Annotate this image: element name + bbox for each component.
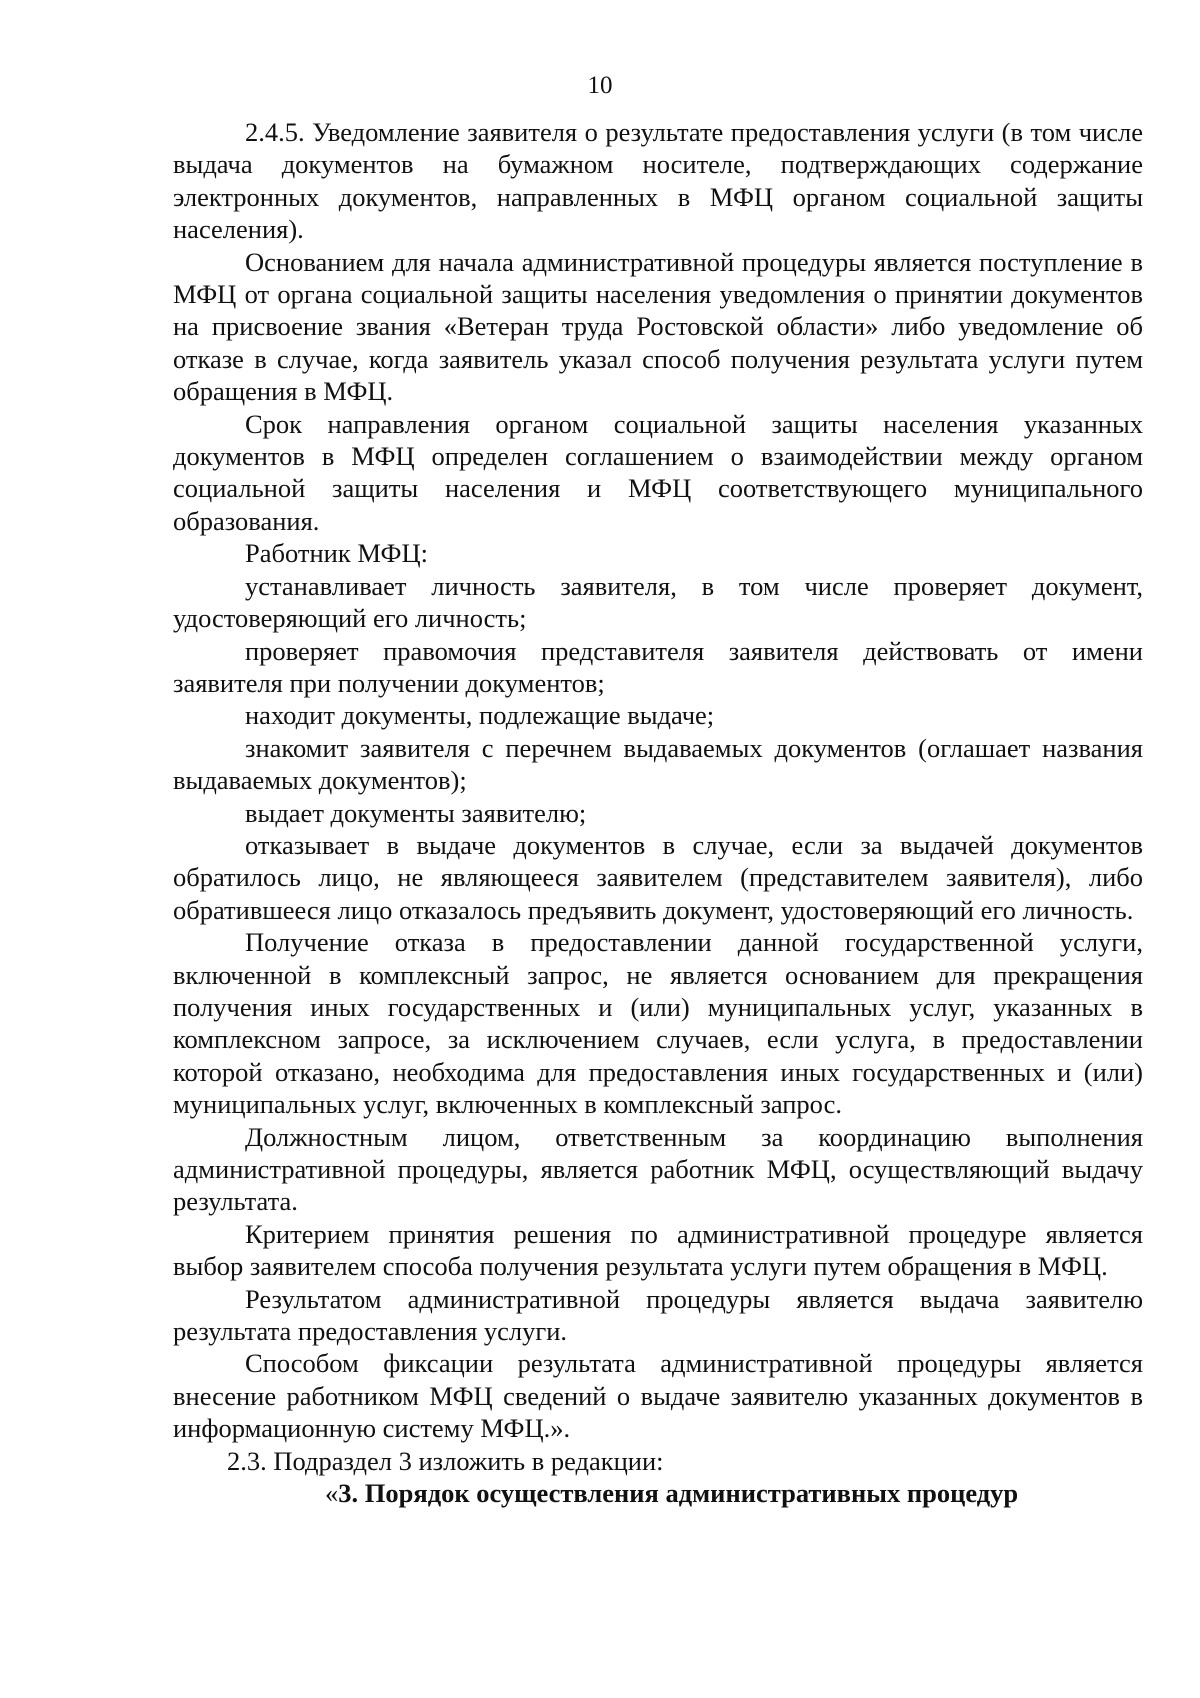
paragraph-2-4-5: 2.4.5. Уведомление заявителя о результате предоставления услуги (в том числе выдача документов на бумажном носителе, подтверждающих содержание электронных документов, направленных в МФЦ органом социальной защиты населения). [173,117,1143,245]
paragraph-identity: устанавливает личность заявителя, в том числе проверяет документ, удостоверяющий его личность; [173,570,1143,634]
paragraph-refuse-issue: отказывает в выдаче документов в случае, если за выдачей документов обратилось лицо, не являющееся заявителем (представителем заявителя), либо обратившееся лицо отказалось предъявить документ, удостоверяющий его личность. [173,829,1143,925]
paragraph-issue-documents: выдает документы заявителю; [245,797,587,828]
paragraph-criterion: Критерием принятия решения по административной процедуре является выбор заявителем способа получения результата услуги путем обращения в МФЦ. [173,1218,1143,1282]
paragraph-complex-request: Получение отказа в предоставлении данной государственной услуги, включенной в комплексный запрос, не является основанием для прекращения получения иных государственных и (или) муниципальных услуг, указанных в комплексном запросе, за исключением случаев, если услуга, в предоставлении которой отказано, необходима для предоставления иных государственных и (или) муниципальных услуг, включенных в комплексный запрос. [173,927,1143,1120]
section-heading [173,1477,1143,1509]
page-number: 10 [587,72,613,99]
paragraph-authority: проверяет правомочия представителя заявителя действовать от имени заявителя при получении документов; [173,635,1143,698]
paragraph-find-documents: находит документы, подлежащие выдаче; [245,700,715,731]
paragraph-worker: Работник МФЦ: [245,538,428,569]
paragraph-list-documents: знакомит заявителя с перечнем выдаваемых документов (оглашает названия выдаваемых документов); [173,732,1143,796]
paragraph-term: Срок направления органом социальной защиты населения указанных документов в МФЦ определен соглашением о взаимодействии между органом социальной защиты населения и МФЦ соответствующего муниципального образования. [173,408,1143,536]
paragraph-2-3: 2.3. Подраздел 3 изложить в редакции: [227,1445,664,1476]
heading-text: 3. Порядок осуществления административных процедур [338,1478,1019,1509]
heading-quote: « [325,1478,339,1509]
paragraph-fixation: Способом фиксации результата административной процедуры является внесение работником МФЦ сведений о выдаче заявителю указанных документов в информационную систему МФЦ.». [173,1348,1143,1444]
document-body [173,116,1143,1509]
paragraph-responsible-official: Должностным лицом, ответственным за координацию выполнения административной процедуры, является работник МФЦ, осуществляющий выдачу результата. [173,1121,1143,1217]
paragraph-basis: Основанием для начала административной процедуры является поступление в МФЦ от органа социальной защиты населения уведомления о принятии документов на присвоение звания «Ветеран труда Ростовской области» либо уведомление об отказе в случае, когда заявитель указал способ получения результата услуги путем обращения в МФЦ. [173,246,1143,407]
paragraph-result: Результатом административной процедуры является выдача заявителю результата предоставления услуги. [173,1283,1143,1347]
